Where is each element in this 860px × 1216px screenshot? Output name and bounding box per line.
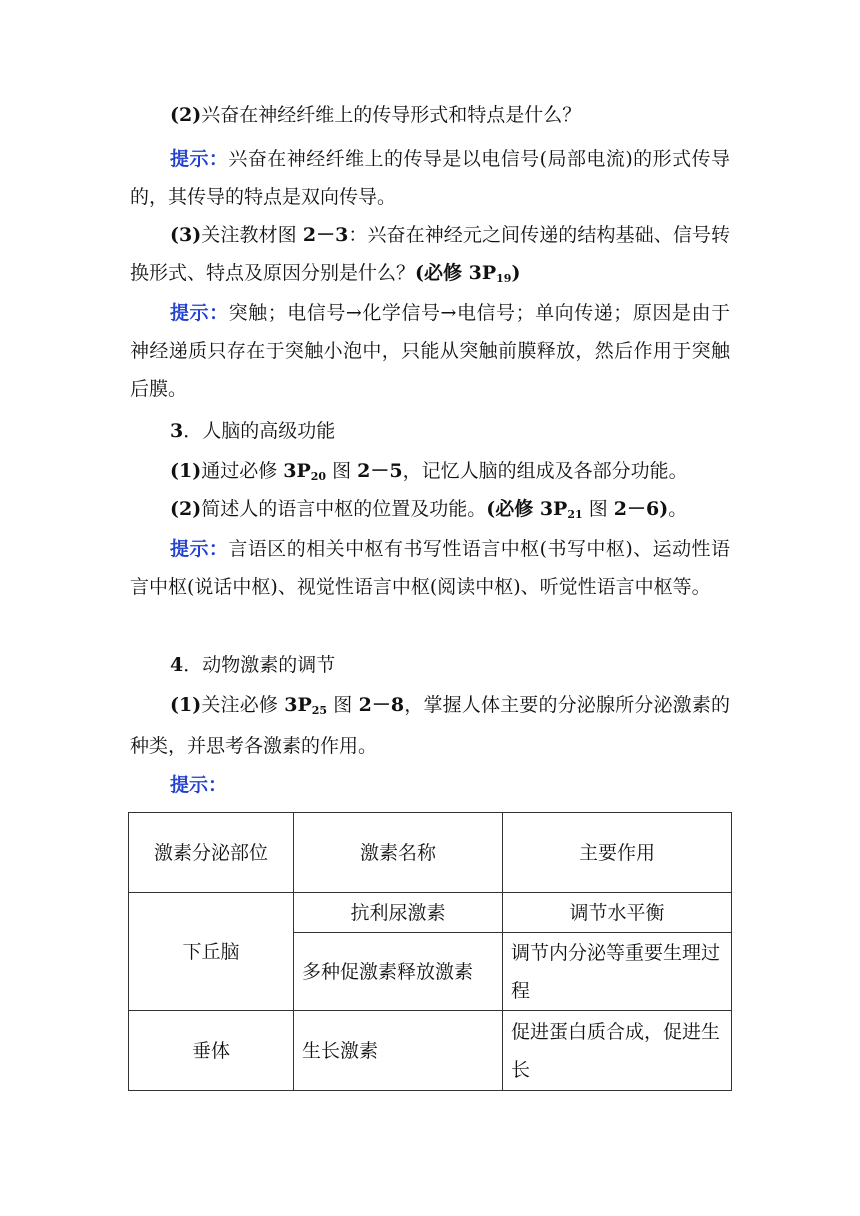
question-3: (3)关注教材图 2－3：兴奋在神经元之间传递的结构基础、信号转换形式、特点及原因分别是什么？(必修 $3P_{19}$) [130,224,730,285]
table-cell-effect: 调节内分泌等重要生理过程 [503,933,732,1011]
hint-label: 提示： [170,302,229,324]
table-cell-site: 垂体 [129,1011,294,1091]
table-cell-name: 多种促激素释放激素 [294,933,503,1011]
table-cell-effect: 促进蛋白质合成，促进生长 [503,1011,732,1091]
table-cell-name: 抗利尿激素 [294,893,503,933]
hint-section-4 [130,766,730,804]
section-4-heading: 4．动物激素的调节 [170,654,336,676]
hormone-table [128,812,732,1091]
hint-section-3: 提示：言语区的相关中枢有书写性语言中枢(书写中枢)、运动性语言中枢(说话中枢)、视觉性语言中枢(阅读中枢)、听觉性语言中枢等。 [130,538,730,598]
hint-question-2: 提示：兴奋在神经纤维上的传导是以电信号(局部电流)的形式传导的，其传导的特点是双向传导。 [130,148,730,208]
table-cell-name: 生长激素 [294,1011,503,1091]
table-cell-effect: 调节水平衡 [503,893,732,933]
table-row [129,1011,732,1091]
hint-label: 提示： [170,774,228,796]
table-row [129,893,732,933]
hint-label: 提示： [170,148,229,170]
table-header-row [129,813,732,893]
hint-label: 提示： [170,538,229,560]
section-3-heading: 3．人脑的高级功能 [170,420,336,442]
question-2: (2)兴奋在神经纤维上的传导形式和特点是什么？ [170,104,582,126]
section-3-question-1: (1)通过必修 $3P_{20}$ 图 2－5，记忆人脑的组成及各部分功能。 [170,460,688,483]
hint-question-3: 提示：突触；电信号→化学信号→电信号；单向传递；原因是由于神经递质只存在于突触小泡中，只能从突触前膜释放，然后作用于突触后膜。 [130,302,730,400]
table-cell-site: 下丘脑 [129,893,294,1011]
table-header-cell: 主要作用 [503,813,732,893]
table-header-cell: 激素分泌部位 [129,813,294,893]
table-header-cell: 激素名称 [294,813,503,893]
section-4-question-1: (1)关注必修 $3P_{25}$ 图 2－8，掌握人体主要的分泌腺所分泌激素的种类，并思考各激素的作用。 [130,694,730,757]
section-3-question-2: (2)简述人的语言中枢的位置及功能。(必修 $3P_{21}$ 图 2－6)。 [170,498,688,521]
